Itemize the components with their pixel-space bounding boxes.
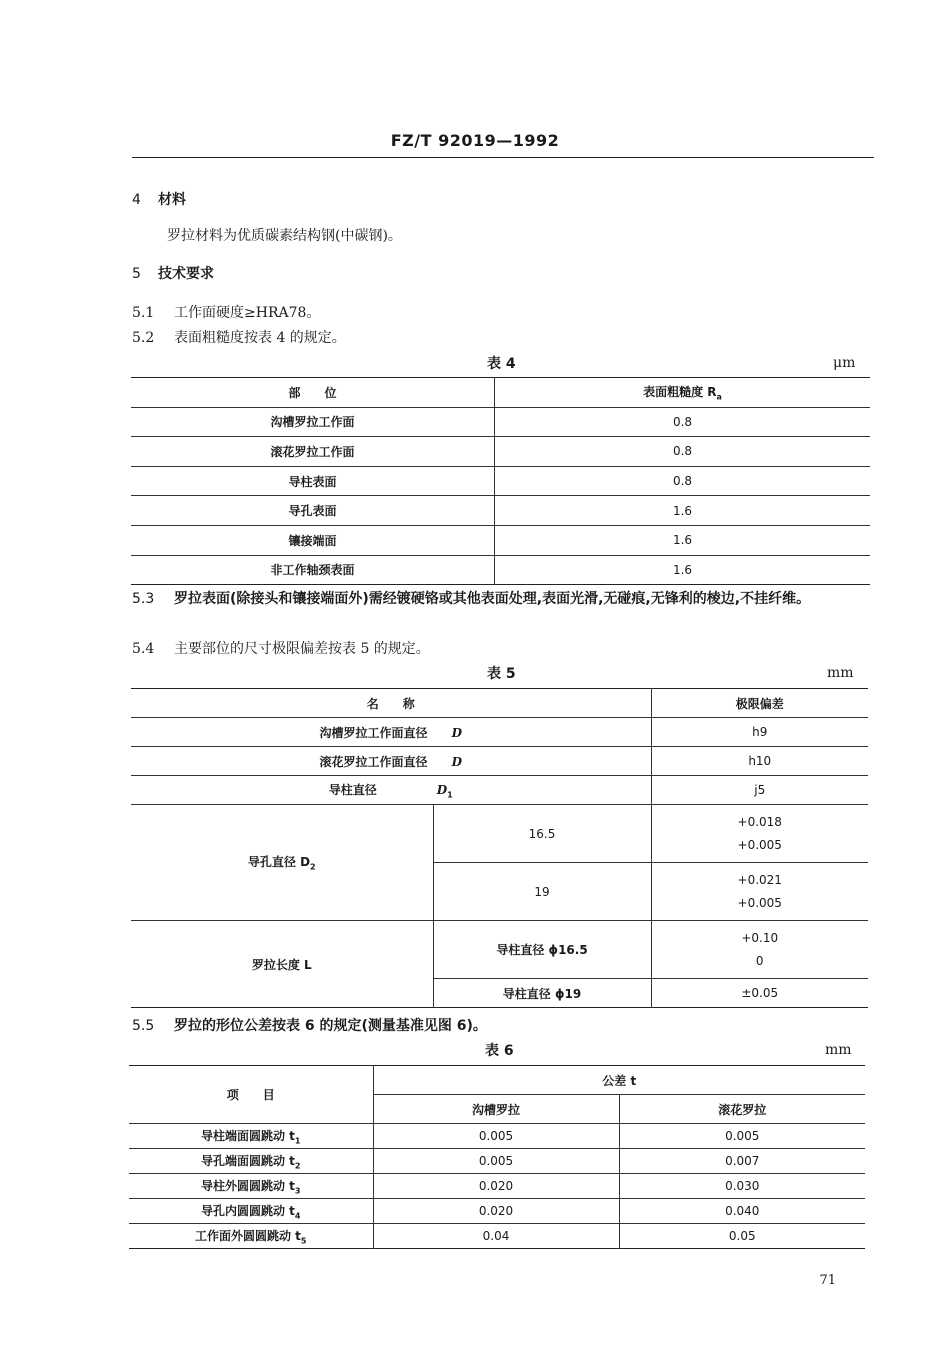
clause-5-4 [132,638,430,658]
clause-5-4-text: 主要部位的尺寸极限偏差按表 5 的规定。 [174,641,430,657]
table-5-cell [131,747,651,776]
section-5-number: 5 [132,266,141,282]
table-6-cell: 0.04 [373,1224,619,1249]
clause-5-3-text: 罗拉表面(除接头和镶接端面外)需经镀硬铬或其他表面处理,表面光滑,无碰痕,无锋利的棱边,不挂纤维。 [174,591,811,607]
table-row [129,1124,865,1149]
clause-5-4-number: 5.4 [132,641,155,657]
table-5-cell: ±0.05 [741,986,779,1000]
table-5-cell: 导柱直径 ϕ16.5 [433,921,651,979]
section-5-heading [132,263,214,283]
table-row [129,1174,865,1199]
table-5 [131,688,868,1008]
table-4-header-roughness-sub: a [716,392,722,402]
table-5-row-name: 导柱直径 [328,782,377,797]
table-5-cell: 导柱直径 ϕ19 [433,979,651,1008]
table-5-header-name: 名 称 [131,689,651,718]
table-4-cell: 导孔表面 [131,496,495,526]
table-4-cell: 导柱表面 [131,466,495,496]
table-5-cell [131,776,651,805]
guide-hole-label-sub: 2 [310,862,316,872]
table-6-item: 导柱端面圆跳动 t [201,1128,295,1143]
clause-5-2 [132,327,346,347]
table-5-cell: h10 [651,747,868,776]
table-5-cell [131,718,651,747]
table-4-cell: 滚花罗拉工作面 [131,437,495,467]
table-5-roller-length-label: 罗拉长度 L [131,921,433,1008]
standard-number: FZ/T 92019—1992 [390,131,560,150]
section-4-title: 材料 [158,192,186,208]
table-4-cell: 0.8 [495,466,871,496]
guide-hole-label-text: 导孔直径 D [247,855,311,870]
clause-5-1-text: 工作面硬度≥HRA78。 [174,305,321,321]
table-5-unit: mm [827,665,854,681]
table-5-row-symbol: D [451,754,462,769]
page-number: 71 [819,1273,836,1288]
table-6-cell: 0.005 [619,1124,865,1149]
table-row [131,776,868,805]
table-4-cell: 非工作轴颈表面 [131,555,495,585]
section-4-number: 4 [132,192,141,208]
deviation-lower: +0.005 [737,895,782,910]
table-6-cell: 0.030 [619,1174,865,1199]
table-6-unit: mm [825,1042,852,1058]
table-6-cell: 0.007 [619,1149,865,1174]
table-5-cell [651,805,868,863]
table-6-item-sub: 5 [300,1236,307,1246]
deviation-lower: +0.005 [737,837,782,852]
table-4-cell: 沟槽罗拉工作面 [131,407,495,437]
table-6-cell [129,1174,373,1199]
table-4 [131,377,870,585]
table-row [131,496,870,526]
clause-5-5-text: 罗拉的形位公差按表 6 的规定(测量基准见图 6)。 [174,1018,487,1034]
clause-5-2-text: 表面粗糙度按表 4 的规定。 [174,330,346,346]
table-row [131,689,868,718]
table-4-caption: 表 4 [487,356,516,372]
table-5-cell [651,863,868,921]
clause-5-3 [132,587,874,611]
table-6 [129,1065,865,1249]
table-6-cell: 0.020 [373,1174,619,1199]
table-row [131,921,868,979]
deviation-upper: +0.10 [741,930,779,945]
table-6-item: 导孔内圆圆跳动 t [201,1203,295,1218]
table-4-cell: 1.6 [672,562,693,577]
table-6-cell [129,1149,373,1174]
table-row [131,466,870,496]
table-6-cell: 0.05 [728,1229,756,1243]
table-6-header-tolerance-text: 公差 t [602,1073,637,1088]
table-row [131,378,870,408]
clause-5-3-number: 5.3 [132,591,155,607]
table-4-cell: 镶接端面 [131,525,495,555]
section-4-heading [132,189,186,209]
table-6-col-knurled: 滚花罗拉 [619,1095,865,1124]
table-5-cell: 16.5 [433,805,651,863]
table-6-cell [129,1224,373,1249]
table-4-header-part: 部 位 [131,378,495,408]
table-5-row-name: 滚花罗拉工作面直径 [319,754,428,769]
table-6-header-tolerance [373,1066,865,1095]
table-4-unit: μm [833,355,856,371]
section-4-text: 罗拉材料为优质碳素结构钢(中碳钢)。 [167,228,402,244]
table-5-guide-hole-label [131,805,433,921]
table-5-row-name: 沟槽罗拉工作面直径 [319,725,428,740]
table-4-header-roughness-label: 表面粗糙度 R [643,385,717,400]
table-row [131,718,868,747]
table-6-item-sub: 3 [294,1186,301,1196]
clause-5-2-number: 5.2 [132,330,155,346]
table-5-header-deviation: 极限偏差 [651,689,868,718]
table-row [129,1199,865,1224]
table-row [129,1149,865,1174]
header-rule [132,157,874,158]
table-5-row-symbol: D [436,782,448,797]
clause-5-5 [132,1015,487,1035]
table-row [131,437,870,467]
table-6-item: 导孔端面圆跳动 t [201,1153,295,1168]
table-6-item-sub: 2 [294,1161,301,1171]
table-6-item-sub: 4 [294,1211,301,1221]
table-6-caption: 表 6 [485,1043,514,1059]
table-row [131,407,870,437]
deviation-upper: +0.021 [737,872,782,887]
table-row [131,747,868,776]
table-row [131,805,868,863]
table-4-cell: 1.6 [495,496,871,526]
table-6-item: 导柱外圆圆跳动 t [201,1178,295,1193]
table-6-cell: 0.020 [373,1199,619,1224]
clause-5-1-number: 5.1 [132,305,155,321]
table-5-caption: 表 5 [487,666,516,682]
table-row [131,555,870,585]
table-4-cell: 0.8 [495,407,871,437]
table-6-cell [129,1199,373,1224]
table-row [129,1224,865,1249]
table-6-cell: 0.005 [373,1149,619,1174]
table-6-item: 工作面外圆圆跳动 t [195,1228,301,1243]
table-4-cell: 0.8 [495,437,871,467]
table-4-cell: 1.6 [495,525,871,555]
table-5-cell: h9 [651,718,868,747]
table-6-header-item: 项 目 [129,1066,373,1124]
table-5-cell: 19 [433,863,651,921]
table-5-cell [651,921,868,979]
deviation-upper: +0.018 [737,814,782,829]
table-6-cell: 0.040 [619,1199,865,1224]
clause-5-1 [132,302,320,322]
table-6-col-grooved: 沟槽罗拉 [373,1095,619,1124]
table-5-row-symbol: D [451,725,462,740]
section-5-title: 技术要求 [158,266,214,282]
table-4-header-roughness [495,378,871,408]
table-6-item-sub: 1 [294,1136,301,1146]
table-row [131,525,870,555]
clause-5-5-number: 5.5 [132,1018,155,1034]
table-6-cell: 0.005 [373,1124,619,1149]
deviation-lower: 0 [755,953,764,968]
table-row [129,1066,865,1095]
table-6-cell [129,1124,373,1149]
table-5-cell: j5 [651,776,868,805]
table-5-row-symbol-sub: 1 [447,790,453,800]
